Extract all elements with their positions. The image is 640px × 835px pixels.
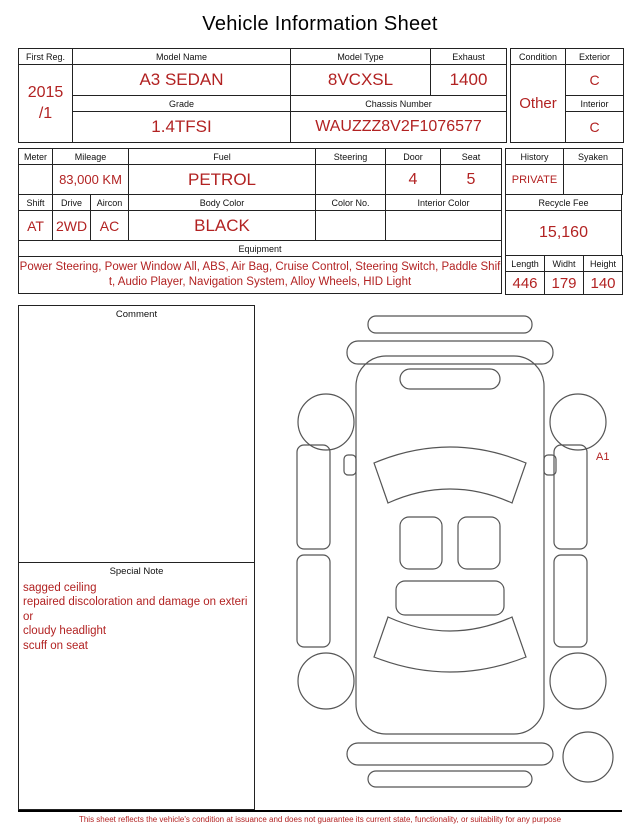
page-title: Vehicle Information Sheet — [202, 13, 438, 35]
disclaimer-text: This sheet reflects the vehicle's condition at issuance and does not guarantee its current state, functionality, or suitability for any purpose — [18, 810, 622, 824]
interior-color-label: Interior Color — [386, 195, 502, 211]
passenger-seat — [458, 517, 500, 569]
height-value: 140 — [584, 272, 623, 295]
special-note-line: repaired discoloration and damage on exterior — [23, 596, 248, 623]
special-note-line: cloudy headlight — [23, 625, 107, 638]
grade-label: Grade — [73, 96, 291, 112]
aircon-value: AC — [91, 211, 129, 241]
front-bumper — [347, 341, 553, 364]
wheel-rear-right — [550, 653, 606, 709]
history-label: History — [506, 149, 564, 165]
condition-label: Condition — [511, 49, 566, 65]
door-panel-front-right — [554, 445, 587, 549]
special-note-label: Special Note — [109, 566, 164, 577]
door-value: 4 — [386, 165, 441, 195]
first-reg-year: 2015 — [27, 83, 64, 101]
spare-wheel — [563, 732, 613, 782]
meter-label: Meter — [19, 149, 53, 165]
height-label: Height — [584, 256, 623, 272]
spec-table — [18, 148, 502, 294]
special-note-box — [18, 562, 255, 810]
door-panel-rear-left — [297, 555, 330, 647]
exhaust-label: Exhaust — [431, 49, 507, 65]
aircon-label: Aircon — [91, 195, 129, 211]
chassis-number-label: Chassis Number — [291, 96, 507, 112]
door-panel-front-left — [297, 445, 330, 549]
spec-side-tables — [505, 148, 622, 295]
front-grille — [400, 369, 500, 389]
fuel-label: Fuel — [129, 149, 316, 165]
drive-label: Drive — [53, 195, 91, 211]
recycle-fee-label: Recycle Fee — [506, 195, 622, 211]
interior-label: Interior — [566, 96, 624, 112]
steering-label: Steering — [316, 149, 386, 165]
rear-window — [374, 617, 526, 672]
interior-color-value — [386, 211, 502, 241]
length-label: Length — [506, 256, 545, 272]
mileage-value: 83,000 KM — [53, 165, 129, 195]
door-panel-rear-right — [554, 555, 587, 647]
condition-value: Other — [511, 65, 566, 143]
equipment-value: Power Steering, Power Window All, ABS, Air Bag, Cruise Control, Steering Switch, Paddle Shift, Audio Player, Navigation System, Alloy Wheels, HID Light — [19, 257, 502, 294]
color-no-label: Color No. — [316, 195, 386, 211]
body-color-value: BLACK — [129, 211, 316, 241]
length-value: 446 — [506, 272, 545, 295]
registration-table — [18, 48, 507, 143]
color-no-value — [316, 211, 386, 241]
condition-table — [510, 48, 624, 143]
comment-box — [18, 305, 255, 563]
grade-value: 1.4TFSI — [73, 112, 291, 143]
width-label: Widht — [545, 256, 584, 272]
rear-seat — [396, 581, 504, 615]
special-note-line: sagged ceiling — [23, 582, 97, 594]
recycle-fee-table — [505, 194, 622, 256]
car-top-view-icon — [262, 305, 622, 810]
first-reg-month: /1 — [38, 104, 53, 122]
drive-value: 2WD — [53, 211, 91, 241]
header-tables — [18, 48, 622, 143]
rear-bumper — [347, 743, 553, 765]
seat-label: Seat — [441, 149, 502, 165]
bottom-section — [18, 305, 622, 810]
fuel-value: PETROL — [129, 165, 316, 195]
equipment-label: Equipment — [19, 241, 502, 257]
seat-value: 5 — [441, 165, 502, 195]
shift-label: Shift — [19, 195, 53, 211]
comment-label: Comment — [115, 309, 158, 320]
history-value: PRIVATE — [506, 165, 564, 195]
model-type-value: 8VCXSL — [291, 65, 431, 96]
chassis-number-value: WAUZZZ8V2F1076577 — [291, 112, 507, 143]
first-reg-label: First Reg. — [19, 49, 73, 65]
mirror-left — [344, 455, 356, 475]
meter-value — [19, 165, 53, 195]
spec-tables — [18, 148, 622, 295]
wheel-front-left — [298, 394, 354, 450]
notes-column — [18, 305, 255, 810]
steering-value — [316, 165, 386, 195]
first-reg-value — [19, 65, 73, 143]
car-body — [356, 356, 544, 734]
mileage-label: Mileage — [53, 149, 129, 165]
wheel-rear-left — [298, 653, 354, 709]
interior-value: C — [566, 112, 624, 143]
wheel-front-right — [550, 394, 606, 450]
special-note-line: scuff on seat — [23, 639, 88, 652]
rear-trim-bar — [368, 771, 532, 787]
special-note-list — [19, 577, 254, 653]
recycle-fee-value: 15,160 — [506, 211, 622, 256]
history-table — [505, 148, 623, 195]
model-name-label: Model Name — [73, 49, 291, 65]
shift-value: AT — [19, 211, 53, 241]
model-name-value: A3 SEDAN — [73, 65, 291, 96]
model-type-label: Model Type — [291, 49, 431, 65]
driver-seat — [400, 517, 442, 569]
width-value: 179 — [545, 272, 584, 295]
exterior-label: Exterior — [566, 49, 624, 65]
damage-marker: A1 — [596, 451, 610, 463]
windshield — [374, 447, 526, 503]
body-color-label: Body Color — [129, 195, 316, 211]
door-label: Door — [386, 149, 441, 165]
syaken-value — [564, 165, 623, 195]
syaken-label: Syaken — [564, 149, 623, 165]
dimensions-table — [505, 255, 623, 295]
exhaust-value: 1400 — [431, 65, 507, 96]
front-trim-bar — [368, 316, 532, 333]
car-diagram — [255, 305, 622, 810]
exterior-value: C — [566, 65, 624, 96]
